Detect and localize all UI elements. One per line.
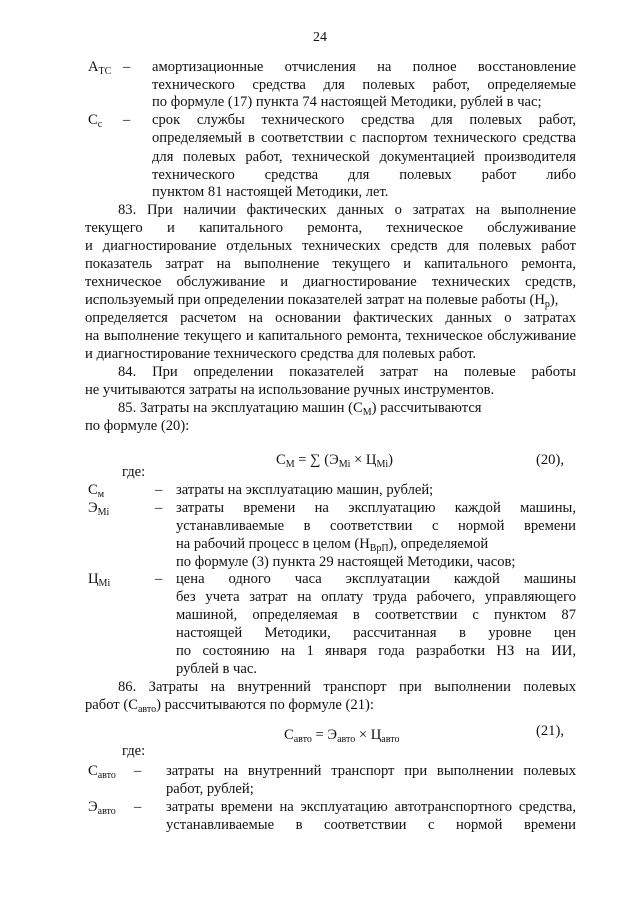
def-line: устанавливаемые в соответствии с нормой времени — [176, 518, 576, 534]
def-line: срок службы технического средства для полевых работ, — [152, 112, 576, 128]
para-83-line: техническое обслуживание и диагностирование технических средств, — [85, 274, 576, 290]
def-line: технического средства для полевых работ либо — [152, 167, 576, 183]
para-83-line: и диагностирование отдельных технических средств для полевых работ — [85, 238, 576, 254]
def-line: затраты времени на эксплуатацию каждой машины, — [176, 500, 576, 516]
formula-21-number: (21), — [536, 723, 564, 739]
para-83-line: на выполнение текущего и капитального ремонта, техническое обслуживание — [85, 328, 576, 344]
symbol-ats: $A_{ТС}$ — [88, 59, 112, 77]
dash: – — [155, 500, 163, 516]
para-86-line: работ $(С_{авто})$ рассчитываются по формуле (21): — [85, 697, 374, 715]
def-line: устанавливаемые в соответствии с нормой времени — [166, 817, 576, 833]
where-label: где: — [122, 743, 146, 759]
def-line: рублей в час. — [176, 661, 257, 677]
def-line: на рабочий процесс в целом $(Н_{ВрП})$, определяемой — [176, 536, 489, 554]
def-line: пунктом 81 настоящей Методики, лет. — [152, 184, 389, 200]
page-number: 24 — [313, 30, 327, 45]
para-85-line: 85. Затраты на эксплуатацию машин $(С_М)$ рассчитываются — [118, 400, 482, 418]
def-line: затраты времени на эксплуатацию автотранспортного средства, — [166, 799, 576, 815]
dash: – — [123, 59, 131, 75]
def-line: технического средства для полевых работ, определяемые — [152, 77, 576, 93]
formula-20-number: (20), — [536, 452, 564, 468]
dash: – — [155, 482, 163, 498]
para-84-line: 84. При определении показателей затрат на полевые работы — [118, 364, 576, 380]
def-line: для полевых работ, технической документацией производителя — [152, 149, 576, 165]
def-line: машиной, определяемая в соответствии с пунктом 87 — [176, 607, 576, 623]
para-85-line: по формуле (20): — [85, 418, 190, 434]
dash: – — [155, 571, 163, 587]
def-line: цена одного часа эксплуатации каждой машины — [176, 571, 576, 587]
symbol-cavto: $C_{авто}$ — [88, 763, 116, 781]
para-83-line: текущего и капитального ремонта, техническое обслуживание — [85, 220, 576, 236]
para-83-line: 83. При наличии фактических данных о затратах на выполнение — [118, 202, 576, 218]
symbol-emi: $Э_{Mi}$ — [88, 500, 110, 518]
dash: – — [134, 799, 142, 815]
def-line: затраты на эксплуатацию машин, рублей; — [176, 482, 434, 498]
dash: – — [134, 763, 142, 779]
def-line: без учета затрат на оплату труда рабочего, управляющего — [176, 589, 576, 605]
symbol-cm: $C_м$ — [88, 482, 105, 500]
def-line: определяемый в соответствии с паспортом технического средства — [152, 130, 576, 146]
symbol-cs: $C_с$ — [88, 112, 103, 130]
formula-21: $C_{авто} = Э_{авто} \times Ц_{авто}$ — [284, 727, 400, 745]
def-line: затраты на внутренний транспорт при выполнении полевых — [166, 763, 576, 779]
symbol-tsmi: $Ц_{Mi}$ — [88, 571, 111, 589]
def-line: по состоянию на 1 января года разработки НЗ на ИИ, — [176, 643, 576, 659]
para-86-line: 86. Затраты на внутренний транспорт при выполнении полевых — [118, 679, 576, 695]
para-83-line: используемый при определении показателей затрат на полевые работы $(Н_р)$, — [85, 292, 559, 310]
def-line: настоящей Методики, рассчитанная в уровне цен — [176, 625, 576, 641]
dash: – — [123, 112, 131, 128]
def-line: по формуле (17) пункта 74 настоящей Методики, рублей в час; — [152, 94, 542, 110]
para-83-line: показатель затрат на выполнение текущего и капитального ремонта, — [85, 256, 576, 272]
para-84-line: не учитываются затраты на использование ручных инструментов. — [85, 382, 495, 398]
def-line: по формуле (3) пункта 29 настоящей Методики, часов; — [176, 554, 516, 570]
para-83-line: определяется расчетом на основании фактических данных о затратах — [85, 310, 576, 326]
where-label: где: — [122, 464, 146, 480]
def-line: работ, рублей; — [166, 781, 254, 797]
formula-20: $C_М$ = ∑ $(Э_{Mi} \times Ц_{Mi})$ — [276, 452, 394, 470]
def-line: амортизационные отчисления на полное восстановление — [152, 59, 576, 75]
symbol-eavto: $Э_{авто}$ — [88, 799, 116, 817]
para-83-line: и диагностирование технического средства для полевых работ. — [85, 346, 477, 362]
